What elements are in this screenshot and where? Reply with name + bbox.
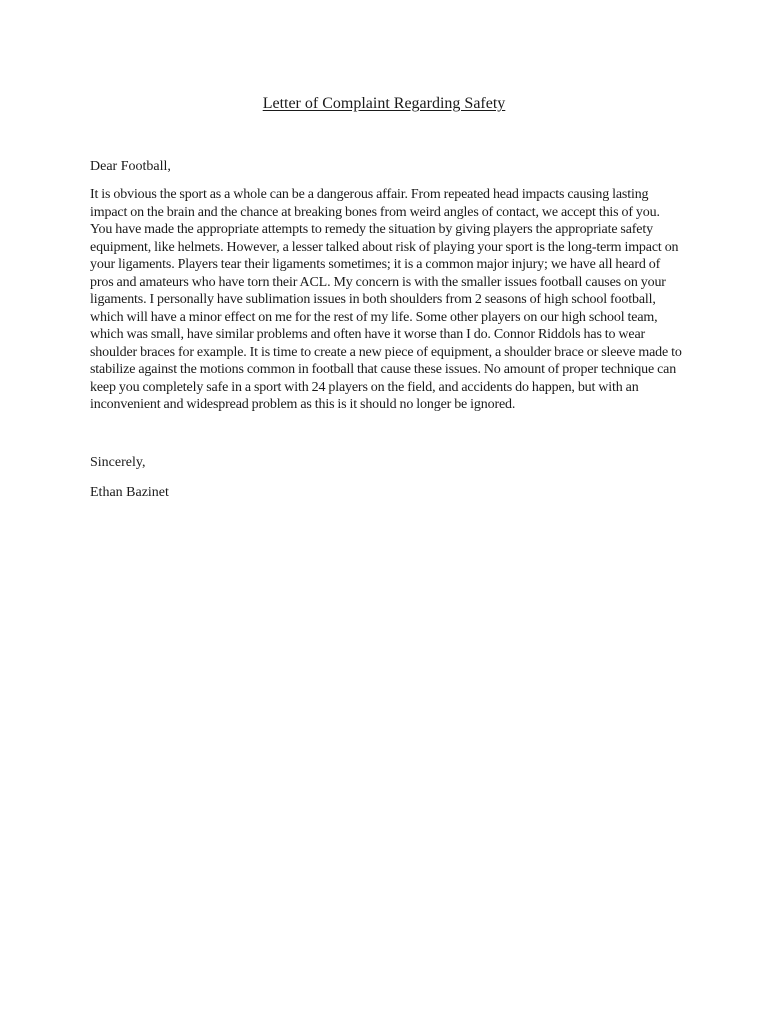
letter-salutation: Dear Football, bbox=[90, 159, 171, 174]
letter-title: Letter of Complaint Regarding Safety bbox=[262, 95, 506, 112]
letter-body: It is obvious the sport as a whole can be a dangerous affair. From repeated head impacts causing lasting impact on the brain and the chance at breaking bones from weird angles of contact, we accept this of you. You have made the appropriate attempts to remedy the situation by giving players the appropriate safety equipment, like helmets. However, a lesser talked about risk of playing your sport is the long-term impact on your ligaments. Players tear their ligaments sometimes; it is a common major injury; we have all heard of pros and amateurs who have torn their ACL. My concern is with the smaller issues football causes on your ligaments. I personally have sublimation issues in both shoulders from 2 seasons of high school football, which will have a minor effect on me for the rest of my life. Some other players on our high school team, which was small, have similar problems and often have it worse than I do. Connor Riddols has to wear shoulder braces for example. It is time to create a new piece of equipment, a shoulder brace or sleeve made to stabilize against the motions common in football that cause these issues. No amount of proper technique can keep you completely safe in a sport with 24 players on the field, and accidents do happen, but with an inconvenient and widespread problem as this is it should no longer be ignored. bbox=[90, 187, 682, 412]
letter-closing: Sincerely, bbox=[90, 455, 146, 470]
letter-signature: Ethan Bazinet bbox=[90, 485, 169, 500]
